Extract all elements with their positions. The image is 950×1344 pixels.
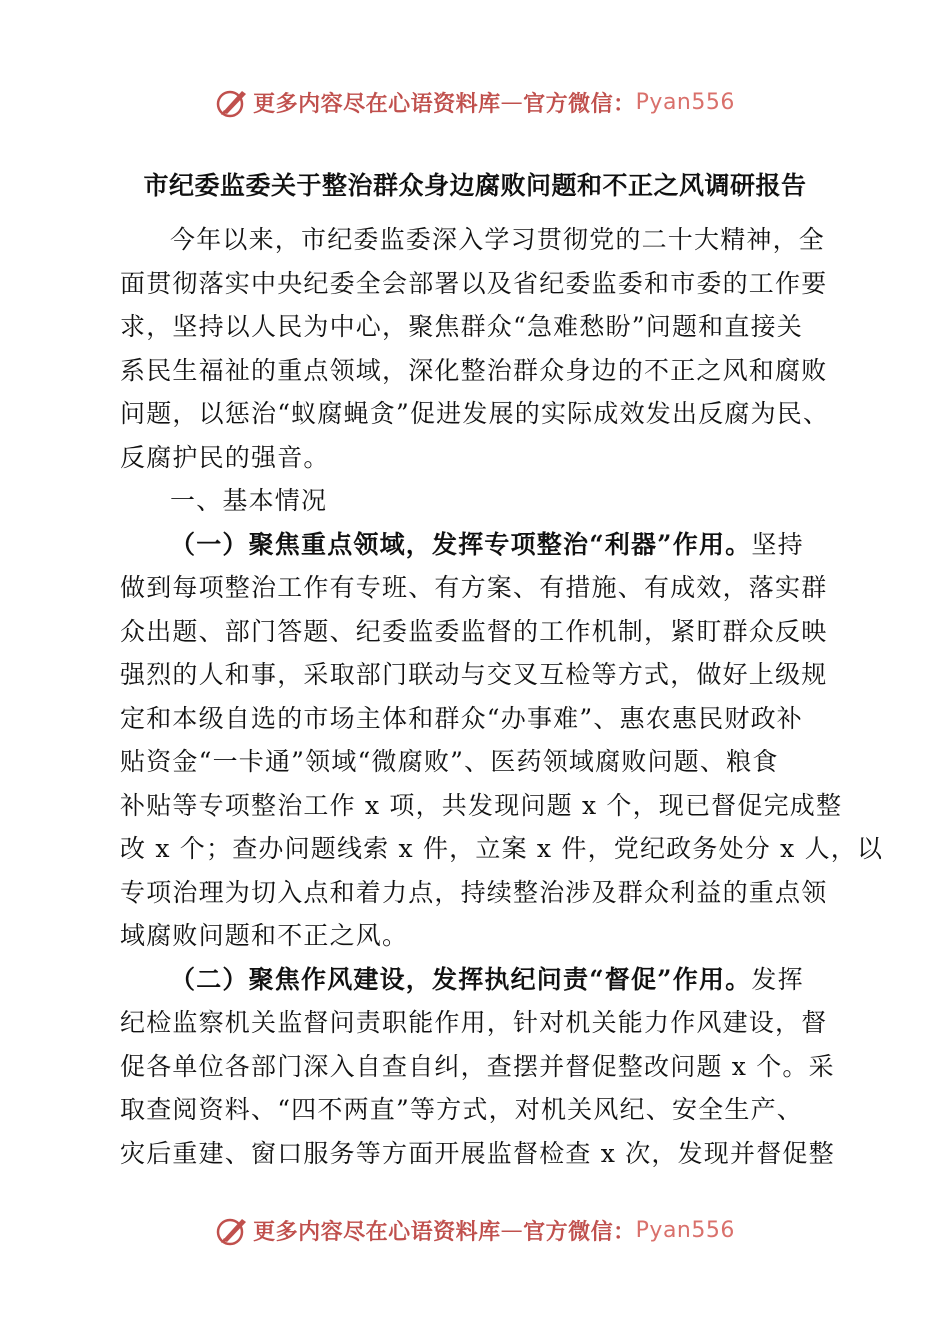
watermark-id: Pyan556 xyxy=(635,89,735,115)
paragraph-line xyxy=(120,958,832,1002)
paragraph-line: 反腐护民的强音。 xyxy=(120,442,330,472)
document-title: 市纪委监委关于整治群众身边腐败问题和不正之风调研报告 xyxy=(143,171,807,200)
paragraph-line: 灾后重建、窗口服务等方面开展监督检查 x 次，发现并督促整 xyxy=(120,1138,835,1168)
paragraph-line: 专项治理为切入点和着力点，持续整治涉及群众利益的重点领 xyxy=(120,877,828,907)
paragraph-text: 发挥 xyxy=(751,964,804,994)
paragraph-line xyxy=(120,523,832,567)
section-heading: 一、基本情况 xyxy=(170,486,328,515)
paragraph-line: 贴资金“一卡通”领域“微腐败”、医药领域腐败问题、粮食 xyxy=(120,747,779,776)
watermark-header xyxy=(0,82,950,122)
paragraph-line: 定和本级自选的市场主体和群众“办事难”、惠农惠民财政补 xyxy=(120,703,803,733)
watermark-dash: — xyxy=(500,89,524,115)
subsection-heading: （一）聚焦重点领域，发挥专项整治“利器”作用。 xyxy=(170,529,752,559)
paragraph-line: 问题，以惩治“蚁腐蝇贪”促进发展的实际成效发出反腐为民、 xyxy=(120,399,830,428)
paragraph-text: 坚持 xyxy=(751,529,804,559)
paragraph-line: 求，坚持以人民为中心，聚焦群众“急难愁盼”问题和直接关 xyxy=(120,312,803,341)
watermark-label: 官方微信： xyxy=(523,90,636,117)
paragraph-line: 改 x 个；查办问题线索 x 件，立案 x 件，党纪政务处分 x 人，以 xyxy=(120,834,884,863)
subsection-heading: （二）聚焦作风建设，发挥执纪问责“督促”作用。 xyxy=(170,964,752,994)
pen-logo-icon xyxy=(215,85,249,119)
paragraph-line: 取查阅资料、“四不两直”等方式，对机关风纪、安全生产、 xyxy=(120,1095,803,1124)
paragraph-line: 补贴等专项整治工作 x 项，共发现问题 x 个，现已督促完成整 xyxy=(120,790,843,820)
paragraph-line: 众出题、部门答题、纪委监委监督的工作机制，紧盯群众反映 xyxy=(120,616,828,646)
watermark-dash: — xyxy=(500,1217,524,1243)
document-body xyxy=(120,218,884,1175)
paragraph-line: 今年以来，市纪委监委深入学习贯彻党的二十大精神，全 xyxy=(170,225,826,254)
paragraph-line: 面贯彻落实中央纪委全会部署以及省纪委监委和市委的工作要 xyxy=(120,268,828,298)
paragraph-line: 促各单位各部门深入自查自纠，查摆并督促整改问题 x 个。采 xyxy=(120,1051,835,1081)
watermark-footer xyxy=(0,1210,950,1250)
paragraph-line: 做到每项整治工作有专班、有方案、有措施、有成效，落实群 xyxy=(120,573,828,602)
watermark-text: 更多内容尽在心语资料库 xyxy=(253,1218,501,1245)
pen-logo-icon xyxy=(215,1213,249,1247)
paragraph-line: 强烈的人和事，采取部门联动与交叉互检等方式，做好上级规 xyxy=(120,660,828,689)
watermark-id: Pyan556 xyxy=(635,1217,735,1243)
watermark-text: 更多内容尽在心语资料库 xyxy=(253,90,501,117)
watermark-label: 官方微信： xyxy=(523,1218,636,1245)
paragraph-line: 纪检监察机关监督问责职能作用，针对机关能力作风建设，督 xyxy=(120,1008,828,1037)
paragraph-line: 系民生福祉的重点领域，深化整治群众身边的不正之风和腐败 xyxy=(120,355,828,385)
paragraph-line: 域腐败问题和不正之风。 xyxy=(120,921,409,950)
